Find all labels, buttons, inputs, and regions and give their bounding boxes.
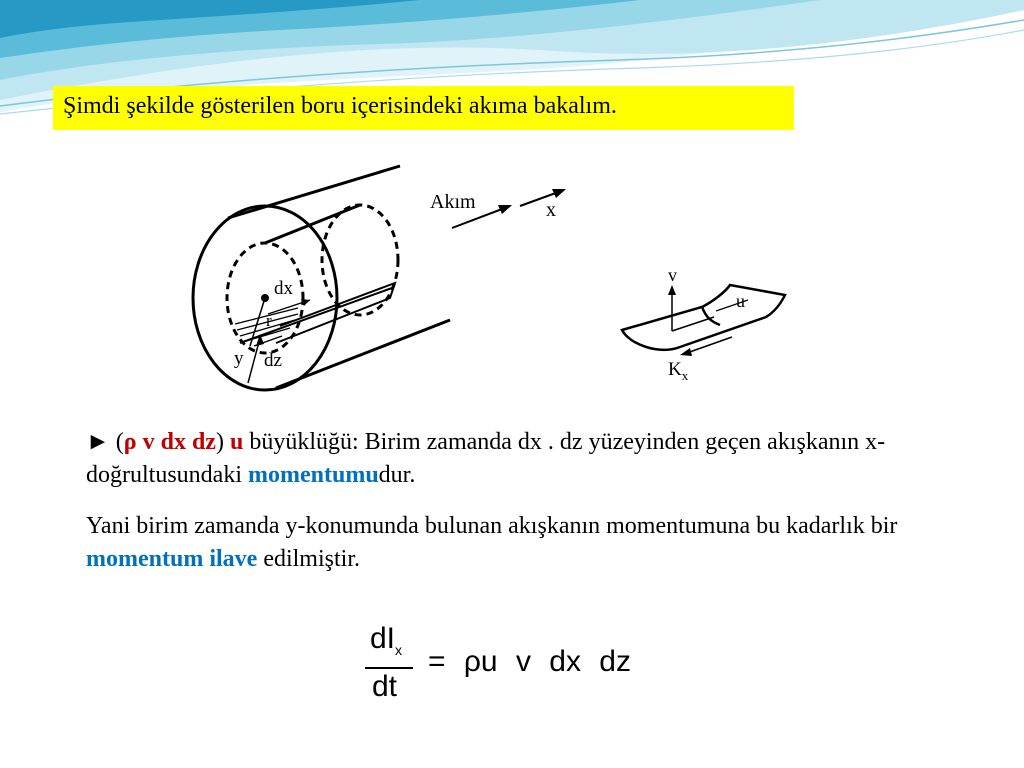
- equation-rhs: = ρu v dx dz: [428, 645, 631, 678]
- paragraph1-suffix: dur.: [378, 462, 416, 488]
- label-u: u: [736, 291, 745, 311]
- fraction-bar: [365, 667, 413, 669]
- equation-num-main: dI: [370, 622, 396, 655]
- momentum-equation: [362, 620, 632, 710]
- label-v: v: [668, 265, 677, 285]
- bullet-arrow: ► (: [86, 429, 124, 455]
- label-dz: dz: [264, 350, 282, 371]
- paragraph-momentum-definition: [86, 426, 966, 492]
- v-dx-dz-term: v dx dz: [142, 429, 216, 455]
- pipe-top-line: [228, 166, 400, 218]
- paragraph-momentum-addition: [86, 510, 966, 576]
- close-paren: ): [215, 429, 224, 455]
- paragraph1-text: büyüklüğü: Birim zamanda dx . dz yüzeyinden geçen akışkanın x-doğrultusundaki: [86, 429, 886, 488]
- slide-title-box: [53, 86, 794, 130]
- label-k-sub: x: [681, 368, 689, 383]
- equation-denominator: dt: [372, 670, 398, 703]
- paragraph2-text: Yani birim zamanda y-konumunda bulunan akışkanın momentumuna bu kadarlık bir: [86, 513, 898, 539]
- paragraph2-suffix: edilmiştir.: [263, 546, 360, 572]
- label-akim: Akım: [430, 191, 476, 213]
- slide-title: Şimdi şekilde gösterilen boru içerisindeki akıma bakalım.: [63, 93, 617, 119]
- trough-velocity-figure: [610, 255, 800, 385]
- equation-num-sub: x: [395, 642, 403, 658]
- equation-numerator: [370, 622, 402, 658]
- label-k: [668, 359, 689, 383]
- momentum-emphasis: momentumu: [248, 462, 379, 488]
- label-k-main: K: [668, 359, 682, 380]
- u-term: u: [229, 429, 244, 455]
- rho-symbol: ρ: [123, 429, 137, 455]
- label-y: y: [234, 348, 244, 369]
- label-dx: dx: [274, 278, 293, 299]
- label-x: x: [546, 199, 556, 221]
- momentum-ilave-emphasis: momentum ilave: [86, 546, 258, 572]
- label-r: r: [266, 311, 272, 330]
- pipe-flow-figure: [180, 158, 620, 408]
